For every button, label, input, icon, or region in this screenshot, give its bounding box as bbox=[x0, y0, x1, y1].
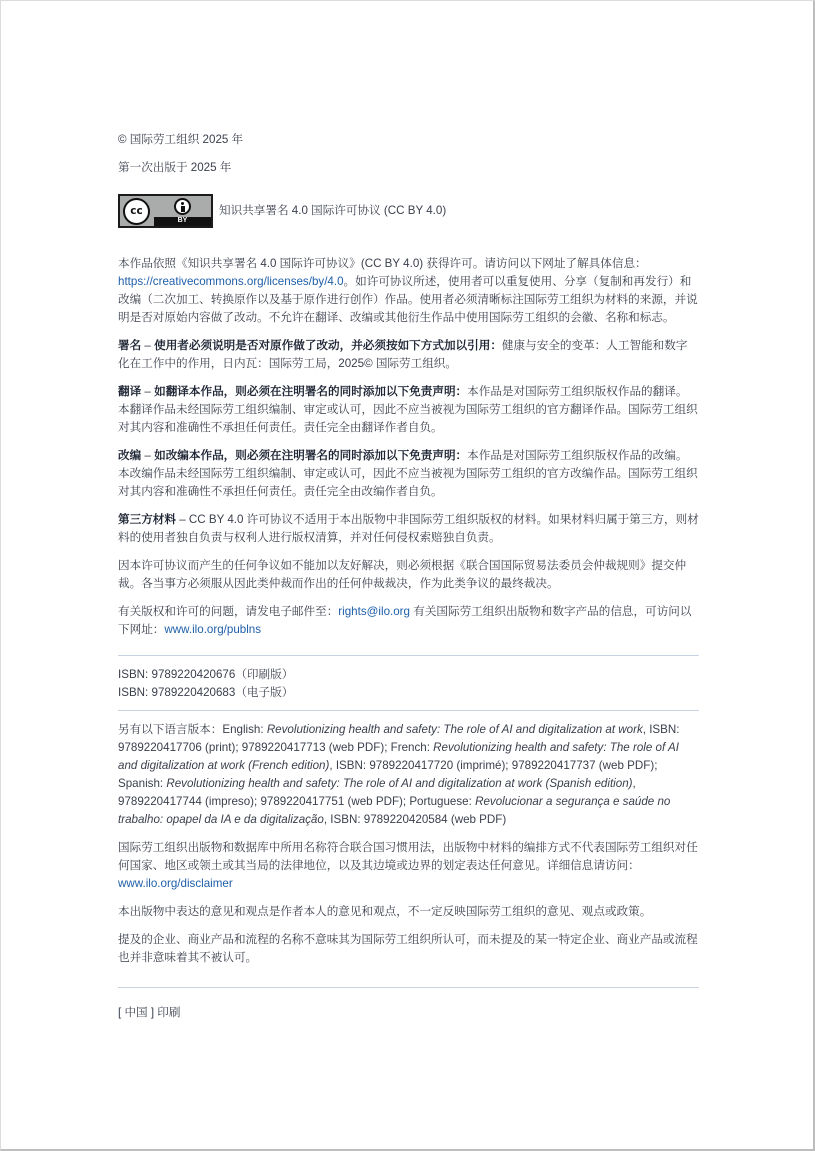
isbn-print: ISBN: 9789220420676（印刷版） bbox=[118, 668, 294, 681]
adaptations-paragraph: 改编 – 如改编本作品，则必须在注明署名的同时添加以下免责声明：本作品是对国际劳工组织版权作品的改编。本改编作品未经国际劳工组织编制、审定或认可，因此不应当被视为国际劳工组织的官方改编作品。国际劳工组织对其内容和准确性不承担任何责任。责任完全由改编作者自负。 bbox=[118, 449, 698, 498]
translations-heading: 翻译 bbox=[118, 385, 142, 398]
third-party-paragraph: 第三方材料 – CC BY 4.0 许可协议不适用于本出版物中非国际劳工组织版权的材料。如果材料归属于第三方，则材料的使用者独自负责与权利人进行版权清算，并对任何侵权索赔独自负责。 bbox=[118, 513, 699, 544]
license-badge-row bbox=[118, 194, 699, 228]
cc-logo-icon: cc bbox=[123, 198, 150, 225]
rights-email-link[interactable]: rights@ilo.org bbox=[338, 605, 410, 618]
imprint-content bbox=[118, 131, 699, 1022]
divider bbox=[118, 655, 699, 656]
isbn-pdf: ISBN: 9789220420683（电子版） bbox=[118, 686, 294, 699]
license-label: 知识共享署名 4.0 国际许可协议 (CC BY 4.0) bbox=[219, 204, 447, 217]
cc-license-link[interactable]: https://creativecommons.org/licenses/by/4.0 bbox=[118, 275, 344, 288]
copyright-line: © 国际劳工组织 2025 年 bbox=[118, 133, 244, 146]
disclaimer-paragraph: 国际劳工组织出版物和数据库中所用名称符合联合国习惯用法，出版物中材料的编排方式不代表国际劳工组织对任何国家、地区或领土或其当局的法律地位，以及其边境或边界的划定表达任何意见。详细信息请访问： www.ilo.org/disclaimer bbox=[118, 841, 698, 890]
contact-paragraph: 有关版权和许可的问题，请发电子邮件至：rights@ilo.org 有关国际劳工组织出版物和数字产品的信息，可访问以下网址：www.ilo.org/publns bbox=[118, 605, 692, 636]
divider bbox=[118, 710, 699, 711]
divider bbox=[118, 987, 699, 988]
by-label: BY bbox=[177, 217, 188, 224]
language-versions-paragraph: 另有以下语言版本：English: Revolutionizing health and safety: The role of AI and digitalization at work, ISBN: 9789220417706 (print); 9789220417713 (web PDF); French: Revolutionizing health and safety: The role of AI and digitalization at work (French edition), ISBN: 9789220417720 (imprimé); 9789220417737 (web PDF); Spanish: Revolutionizing health and safety: The role of AI and digitalization at work (Spanish edition), 9789220417744 (impreso); 9789220417751 (web PDF); Portuguese: Revolucionar a segurança e saúde no trabalho: opapel da IA e da digitalização, ISBN: 9789220420584 (web PDF) bbox=[118, 723, 680, 826]
disclaimer-link[interactable]: www.ilo.org/disclaimer bbox=[118, 877, 233, 890]
cc-by-badge-icon bbox=[118, 194, 213, 228]
attribution-person-icon bbox=[174, 198, 191, 215]
firms-paragraph: 提及的企业、商业产品和流程的名称不意味其为国际劳工组织所认可，而未提及的某一特定企业、商业产品或流程也并非意味着其不被认可。 bbox=[118, 933, 698, 964]
first-published-line: 第一次出版于 2025 年 bbox=[118, 161, 232, 174]
attribution-heading: 署名 bbox=[118, 339, 142, 352]
disputes-paragraph: 因本许可协议而产生的任何争议如不能加以友好解决，则必须根据《联合国国际贸易法委员会仲裁规则》提交仲裁。各当事方必须服从因此类仲裁而作出的任何仲裁裁决，作为此类争议的最终裁决。 bbox=[118, 559, 687, 590]
printed-in-line: [ 中国 ] 印刷 bbox=[118, 1006, 181, 1019]
attribution-paragraph: 署名 – 使用者必须说明是否对原作做了改动，并必须按如下方式加以引用：健康与安全的变革：人工智能和数字化在工作中的作用，日内瓦：国际劳工局，2025© 国际劳工组织。 bbox=[118, 339, 688, 370]
translations-paragraph: 翻译 – 如翻译本作品，则必须在注明署名的同时添加以下免责声明：本作品是对国际劳工组织版权作品的翻译。本翻译作品未经国际劳工组织编制、审定或认可，因此不应当被视为国际劳工组织的官方翻译作品。国际劳工组织对其内容和准确性不承担任何责任。责任完全由翻译作者自负。 bbox=[118, 385, 698, 434]
publns-link[interactable]: www.ilo.org/publns bbox=[164, 623, 262, 636]
adaptations-heading: 改编 bbox=[118, 449, 142, 462]
third-party-heading: 第三方材料 bbox=[118, 513, 176, 526]
license-paragraph: 本作品依照《知识共享署名 4.0 国际许可协议》(CC BY 4.0) 获得许可。请访问以下网址了解具体信息： https://creativecommons.org/licenses/by/4.0。如许可协议所述，使用者可以重复使用、分享（复制和再发行）和改编（二次加工、转换原作以及基于原作进行创作）作品。使用者必须清晰标注国际劳工组织为材料的来源，并说明是否对原始内容做了改动。不允许在翻译、改编或其他衍生作品中使用国际劳工组织的会徽、名称和标志。 bbox=[118, 257, 698, 324]
opinions-paragraph: 本出版物中表达的意见和观点是作者本人的意见和观点，不一定反映国际劳工组织的意见、观点或政策。 bbox=[118, 905, 652, 918]
